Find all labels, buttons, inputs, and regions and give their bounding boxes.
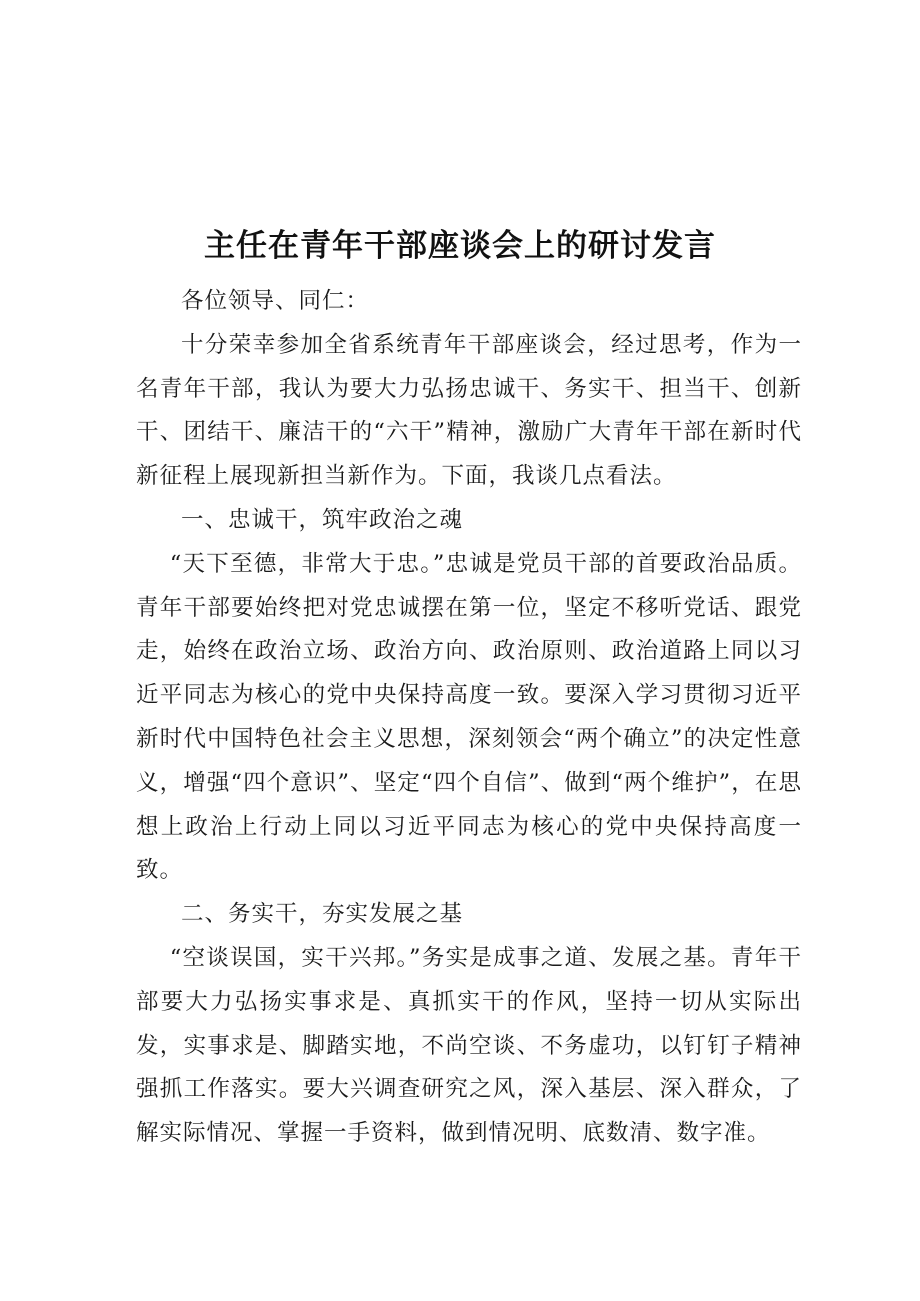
document-body: [136, 280, 802, 1156]
section-paragraph-1: “天下至德，非常大于忠。”忠诚是党员干部的首要政治品质。青年干部要始终把对党忠诚摆在第一位，坚定不移听党话、跟党走，始终在政治立场、政治方向、政治原则、政治道路上同以习近平同志为核心的党中央保持高度一致。要深入学习贯彻习近平新时代中国特色社会主义思想，深刻领会“两个确立”的决定性意义，增强“四个意识”、坚定“四个自信”、做到“两个维护”，在思想上政治上行动上同以习近平同志为核心的党中央保持高度一致。: [136, 550, 802, 884]
salutation: 各位领导、同仁：: [181, 288, 370, 314]
intro-paragraph: 十分荣幸参加全省系统青年干部座谈会，经过思考，作为一名青年干部，我认为要大力弘扬忠诚干、务实干、担当干、创新干、团结干、廉洁干的“六干”精神，激励广大青年干部在新时代新征程上展现新担当新作为。下面，我谈几点看法。: [136, 331, 802, 490]
section-heading-2: 二、务实干，夯实发展之基: [181, 901, 464, 928]
document-title: 主任在青年干部座谈会上的研讨发言: [204, 228, 716, 264]
section-paragraph-2: “空谈误国，实干兴邦。”务实是成事之道、发展之基。青年干部要大力弘扬实事求是、真抓实干的作风，坚持一切从实际出发，实事求是、脚踏实地，不尚空谈、不务虚功，以钉钉子精神强抓工作落实。要大兴调查研究之风，深入基层、深入群众，了解实际情况、掌握一手资料，做到情况明、底数清、数字准。: [136, 944, 802, 1147]
section-heading-1: 一、忠诚干，筑牢政治之魂: [181, 506, 464, 533]
